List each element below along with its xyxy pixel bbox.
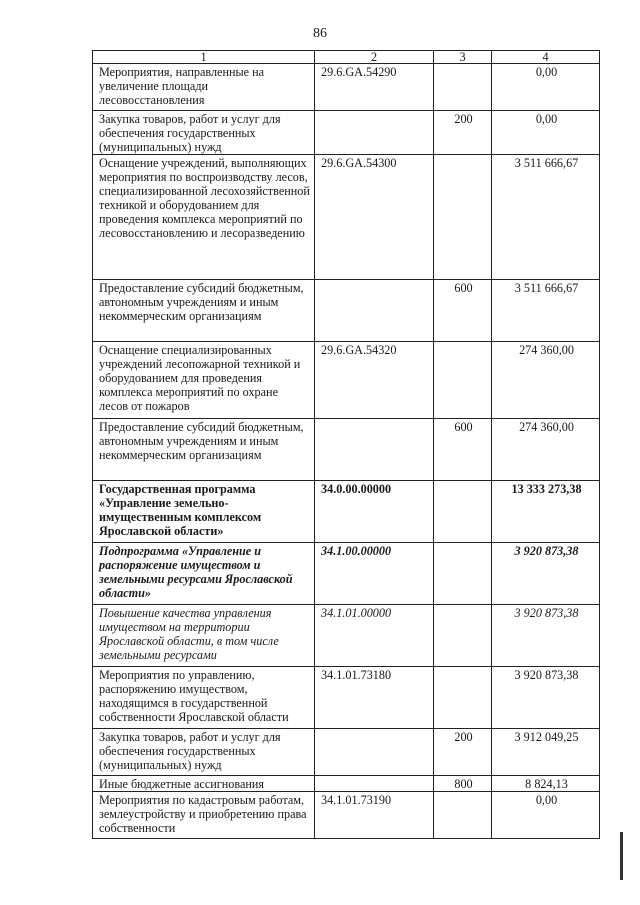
table-row <box>93 419 600 481</box>
row-expense-type-cell <box>434 667 492 729</box>
row-code-cell: 29.6.GA.54300 <box>315 155 434 280</box>
row-amount-cell: 274 360,00 <box>492 419 600 481</box>
row-name-cell: Предоставление субсидий бюджетным, автономным учреждениям и иным некоммерческим организациям <box>93 419 315 481</box>
row-code-cell: 34.0.00.00000 <box>315 481 434 543</box>
row-expense-type-cell: 200 <box>434 111 492 155</box>
row-name-cell: Оснащение специализированных учреждений лесопожарной техникой и оборудованием для проведения комплекса мероприятий по охране лесов от пожаров <box>93 342 315 419</box>
row-code-cell <box>315 776 434 792</box>
row-amount-cell: 3 920 873,38 <box>492 667 600 729</box>
row-amount-cell: 0,00 <box>492 64 600 111</box>
row-expense-type-cell: 200 <box>434 729 492 776</box>
row-amount-cell: 0,00 <box>492 792 600 839</box>
row-expense-type-cell <box>434 605 492 667</box>
row-amount-cell: 3 912 049,25 <box>492 729 600 776</box>
row-amount-cell: 13 333 273,38 <box>492 481 600 543</box>
table-row <box>93 729 600 776</box>
scan-edge-mark <box>620 832 623 880</box>
table-row <box>93 481 600 543</box>
row-code-cell: 29.6.GA.54320 <box>315 342 434 419</box>
row-amount-cell: 3 511 666,67 <box>492 155 600 280</box>
row-code-cell: 34.1.01.73190 <box>315 792 434 839</box>
row-name-cell: Закупка товаров, работ и услуг для обеспечения государственных (муниципальных) нужд <box>93 729 315 776</box>
row-amount-cell: 274 360,00 <box>492 342 600 419</box>
table-row <box>93 280 600 342</box>
column-header-2: 2 <box>315 51 434 64</box>
row-amount-cell: 3 920 873,38 <box>492 543 600 605</box>
row-code-cell <box>315 419 434 481</box>
row-name-cell: Повышение качества управления имуществом на территории Ярославской области, в том числе земельными ресурсами <box>93 605 315 667</box>
column-header-4: 4 <box>492 51 600 64</box>
table-row <box>93 605 600 667</box>
row-name-cell: Мероприятия по кадастровым работам, землеустройству и приобретению права собственности <box>93 792 315 839</box>
row-amount-cell: 3 511 666,67 <box>492 280 600 342</box>
table-row <box>93 155 600 280</box>
table-row <box>93 342 600 419</box>
row-code-cell: 29.6.GA.54290 <box>315 64 434 111</box>
row-expense-type-cell <box>434 792 492 839</box>
row-amount-cell: 0,00 <box>492 111 600 155</box>
row-amount-cell: 8 824,13 <box>492 776 600 792</box>
table-row <box>93 776 600 792</box>
table-row <box>93 111 600 155</box>
table-row <box>93 64 600 111</box>
table-row <box>93 667 600 729</box>
row-code-cell: 34.1.01.00000 <box>315 605 434 667</box>
column-header-1: 1 <box>93 51 315 64</box>
row-name-cell: Мероприятия, направленные на увеличение площади лесовосстановления <box>93 64 315 111</box>
row-code-cell <box>315 729 434 776</box>
row-name-cell: Оснащение учреждений, выполняющих мероприятия по воспроизводству лесов, специализированной лесохозяйственной техникой и оборудованием для проведения комплекса мероприятий по лесовосстановлению и лесоразведению <box>93 155 315 280</box>
row-expense-type-cell <box>434 64 492 111</box>
row-name-cell: Государственная программа «Управление земельно-имущественным комплексом Ярославской области» <box>93 481 315 543</box>
column-header-3: 3 <box>434 51 492 64</box>
row-expense-type-cell <box>434 543 492 605</box>
row-expense-type-cell: 600 <box>434 280 492 342</box>
row-code-cell <box>315 280 434 342</box>
row-name-cell: Закупка товаров, работ и услуг для обеспечения государственных (муниципальных) нужд <box>93 111 315 155</box>
row-expense-type-cell <box>434 481 492 543</box>
page-number: 86 <box>313 26 327 41</box>
row-expense-type-cell: 800 <box>434 776 492 792</box>
table-body <box>93 64 600 839</box>
row-name-cell: Подпрограмма «Управление и распоряжение имуществом и земельными ресурсами Ярославской области» <box>93 543 315 605</box>
row-amount-cell: 3 920 873,38 <box>492 605 600 667</box>
budget-table <box>92 50 600 839</box>
row-name-cell: Мероприятия по управлению, распоряжению имуществом, находящимся в государственной собственности Ярославской области <box>93 667 315 729</box>
row-expense-type-cell <box>434 155 492 280</box>
table-row <box>93 792 600 839</box>
row-name-cell: Предоставление субсидий бюджетным, автономным учреждениям и иным некоммерческим организациям <box>93 280 315 342</box>
header-row <box>93 51 600 64</box>
row-code-cell: 34.1.01.73180 <box>315 667 434 729</box>
table-row <box>93 543 600 605</box>
row-code-cell <box>315 111 434 155</box>
row-code-cell: 34.1.00.00000 <box>315 543 434 605</box>
row-expense-type-cell <box>434 342 492 419</box>
row-expense-type-cell: 600 <box>434 419 492 481</box>
row-name-cell: Иные бюджетные ассигнования <box>93 776 315 792</box>
